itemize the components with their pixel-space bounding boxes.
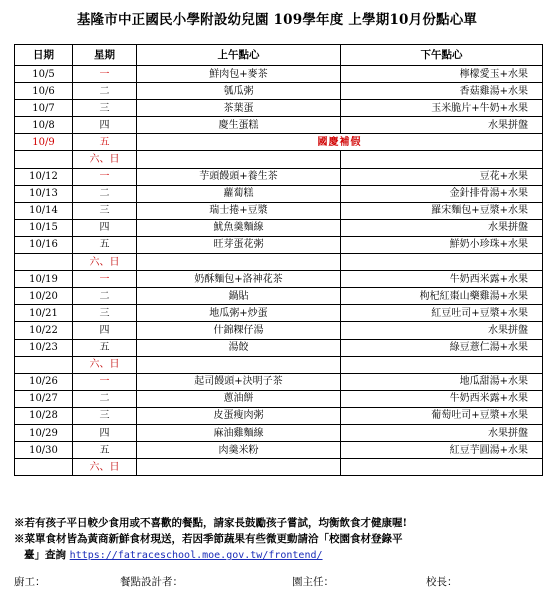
weekday-cell: 四 <box>73 117 137 134</box>
table-row <box>15 236 543 253</box>
am-snack-cell: 蔥油餅 <box>137 390 341 407</box>
header-date: 日期 <box>15 45 73 66</box>
am-snack-cell: 什錦粿仔湯 <box>137 322 341 339</box>
date-cell: 10/5 <box>15 66 73 83</box>
am-snack-cell <box>137 459 341 476</box>
am-snack-cell: 芋頭饅頭+養生茶 <box>137 168 341 185</box>
date-cell: 10/20 <box>15 288 73 305</box>
table-row <box>15 407 543 424</box>
am-snack-cell: 麻油雞麵線 <box>137 424 341 441</box>
pm-snack-cell: 鮮奶小珍珠+水果 <box>341 236 543 253</box>
pm-snack-cell: 水果拼盤 <box>341 424 543 441</box>
date-cell: 10/27 <box>15 390 73 407</box>
pm-snack-cell <box>341 459 543 476</box>
am-snack-cell: 瓠瓜粥 <box>137 83 341 100</box>
weekday-cell: 二 <box>73 83 137 100</box>
weekday-cell: 六、日 <box>73 254 137 271</box>
notes <box>14 515 544 564</box>
date-cell: 10/28 <box>15 407 73 424</box>
am-snack-cell: 旺芽蛋花粥 <box>137 236 341 253</box>
designer-signature-label: 餐點設計者： <box>120 576 183 588</box>
am-snack-cell <box>137 356 341 373</box>
table-row <box>15 322 543 339</box>
date-cell: 10/30 <box>15 442 73 459</box>
am-snack-cell: 國慶補假 <box>137 134 543 151</box>
note-line-2: ※菜單食材皆為黃商新鮮食材現送，若因季節蔬果有些微更動請洽「校園食材登錄平 <box>14 533 403 545</box>
pm-snack-cell: 牛奶西米露+水果 <box>341 271 543 288</box>
pm-snack-cell: 香菇雞湯+水果 <box>341 83 543 100</box>
am-snack-cell: 奶酥麵包+洛神花茶 <box>137 271 341 288</box>
principal-signature-label: 校長： <box>426 576 458 588</box>
date-cell: 10/14 <box>15 202 73 219</box>
weekday-cell: 二 <box>73 185 137 202</box>
header-row <box>15 45 543 66</box>
table-row <box>15 219 543 236</box>
pm-snack-cell: 玉米脆片+牛奶+水果 <box>341 100 543 117</box>
table-row <box>15 254 543 271</box>
date-cell: 10/23 <box>15 339 73 356</box>
pm-snack-cell: 葡萄吐司+豆漿+水果 <box>341 407 543 424</box>
table-row <box>15 424 543 441</box>
pm-snack-cell: 綠豆薏仁湯+水果 <box>341 339 543 356</box>
weekday-cell: 四 <box>73 424 137 441</box>
date-cell: 10/21 <box>15 305 73 322</box>
table-row <box>15 271 543 288</box>
am-snack-cell: 鮮肉包+麥茶 <box>137 66 341 83</box>
weekday-cell: 五 <box>73 442 137 459</box>
header-am-snack: 上午點心 <box>137 45 341 66</box>
weekday-cell: 三 <box>73 305 137 322</box>
am-snack-cell <box>137 254 341 271</box>
pm-snack-cell: 豆花+水果 <box>341 168 543 185</box>
weekday-cell: 一 <box>73 373 137 390</box>
date-cell: 10/16 <box>15 236 73 253</box>
date-cell <box>15 151 73 168</box>
table-row <box>15 356 543 373</box>
weekday-cell: 五 <box>73 236 137 253</box>
note-line-1: ※若有孩子平日較少食用或不喜歡的餐點，請家長鼓勵孩子嘗試，均衡飲食才健康喔! <box>14 517 408 529</box>
table-row <box>15 390 543 407</box>
director-signature-label: 園主任： <box>292 576 334 588</box>
note-line-3 <box>14 547 544 564</box>
am-snack-cell: 蘿蔔糕 <box>137 185 341 202</box>
table-row <box>15 134 543 151</box>
date-cell: 10/15 <box>15 219 73 236</box>
am-snack-cell: 慶生蛋糕 <box>137 117 341 134</box>
weekday-cell: 二 <box>73 390 137 407</box>
weekday-cell: 四 <box>73 219 137 236</box>
am-snack-cell: 肉羹米粉 <box>137 442 341 459</box>
pm-snack-cell: 紅豆吐司+豆漿+水果 <box>341 305 543 322</box>
weekday-cell: 六、日 <box>73 151 137 168</box>
date-cell: 10/22 <box>15 322 73 339</box>
am-snack-cell: 茶葉蛋 <box>137 100 341 117</box>
date-cell: 10/12 <box>15 168 73 185</box>
table-row <box>15 100 543 117</box>
table-row <box>15 442 543 459</box>
weekday-cell: 五 <box>73 339 137 356</box>
pm-snack-cell: 枸杞紅棗山藥雞湯+水果 <box>341 288 543 305</box>
note-line-3-prefix: 臺」查詢 <box>24 549 66 561</box>
pm-snack-cell: 檸檬愛玉+水果 <box>341 66 543 83</box>
pm-snack-cell <box>341 254 543 271</box>
am-snack-cell: 瑞士捲+豆漿 <box>137 202 341 219</box>
am-snack-cell: 皮蛋瘦肉粥 <box>137 407 341 424</box>
table-row <box>15 66 543 83</box>
date-cell: 10/6 <box>15 83 73 100</box>
header-weekday: 星期 <box>73 45 137 66</box>
pm-snack-cell <box>341 151 543 168</box>
pm-snack-cell: 羅宋麵包+豆漿+水果 <box>341 202 543 219</box>
page-title: 基隆市中正國民小學附設幼兒園 109學年度 上學期10月份點心單 <box>76 12 478 28</box>
pm-snack-cell: 金針排骨湯+水果 <box>341 185 543 202</box>
pm-snack-cell: 水果拼盤 <box>341 117 543 134</box>
date-cell: 10/29 <box>15 424 73 441</box>
weekday-cell: 一 <box>73 271 137 288</box>
pm-snack-cell: 水果拼盤 <box>341 219 543 236</box>
table-row <box>15 185 543 202</box>
pm-snack-cell: 紅豆芋圓湯+水果 <box>341 442 543 459</box>
weekday-cell: 四 <box>73 322 137 339</box>
table-row <box>15 83 543 100</box>
date-cell: 10/13 <box>15 185 73 202</box>
date-cell <box>15 254 73 271</box>
weekday-cell: 一 <box>73 66 137 83</box>
date-cell: 10/26 <box>15 373 73 390</box>
am-snack-cell: 湯餃 <box>137 339 341 356</box>
weekday-cell: 三 <box>73 100 137 117</box>
pm-snack-cell: 牛奶西米露+水果 <box>341 390 543 407</box>
pm-snack-cell: 水果拼盤 <box>341 322 543 339</box>
table-row <box>15 151 543 168</box>
chef-signature-label: 廚工： <box>14 576 46 588</box>
pm-snack-cell: 地瓜甜湯+水果 <box>341 373 543 390</box>
food-registry-link[interactable]: https://fatraceschool.moe.gov.tw/frontend/ <box>69 550 323 561</box>
weekday-cell: 三 <box>73 202 137 219</box>
table-row <box>15 459 543 476</box>
am-snack-cell: 起司饅頭+決明子茶 <box>137 373 341 390</box>
table-row <box>15 339 543 356</box>
am-snack-cell <box>137 151 341 168</box>
weekday-cell: 一 <box>73 168 137 185</box>
weekday-cell: 二 <box>73 288 137 305</box>
date-cell: 10/8 <box>15 117 73 134</box>
table-row <box>15 305 543 322</box>
date-cell: 10/9 <box>15 134 73 151</box>
date-cell: 10/19 <box>15 271 73 288</box>
am-snack-cell: 鍋貼 <box>137 288 341 305</box>
date-cell: 10/7 <box>15 100 73 117</box>
weekday-cell: 五 <box>73 134 137 151</box>
date-cell <box>15 459 73 476</box>
snack-menu-table <box>14 44 543 476</box>
weekday-cell: 三 <box>73 407 137 424</box>
table-row <box>15 202 543 219</box>
am-snack-cell: 地瓜粥+炒蛋 <box>137 305 341 322</box>
table-row <box>15 117 543 134</box>
table-row <box>15 168 543 185</box>
weekday-cell: 六、日 <box>73 356 137 373</box>
date-cell <box>15 356 73 373</box>
weekday-cell: 六、日 <box>73 459 137 476</box>
header-pm-snack: 下午點心 <box>341 45 543 66</box>
table-row <box>15 288 543 305</box>
pm-snack-cell <box>341 356 543 373</box>
table-row <box>15 373 543 390</box>
am-snack-cell: 魷魚羹麵線 <box>137 219 341 236</box>
